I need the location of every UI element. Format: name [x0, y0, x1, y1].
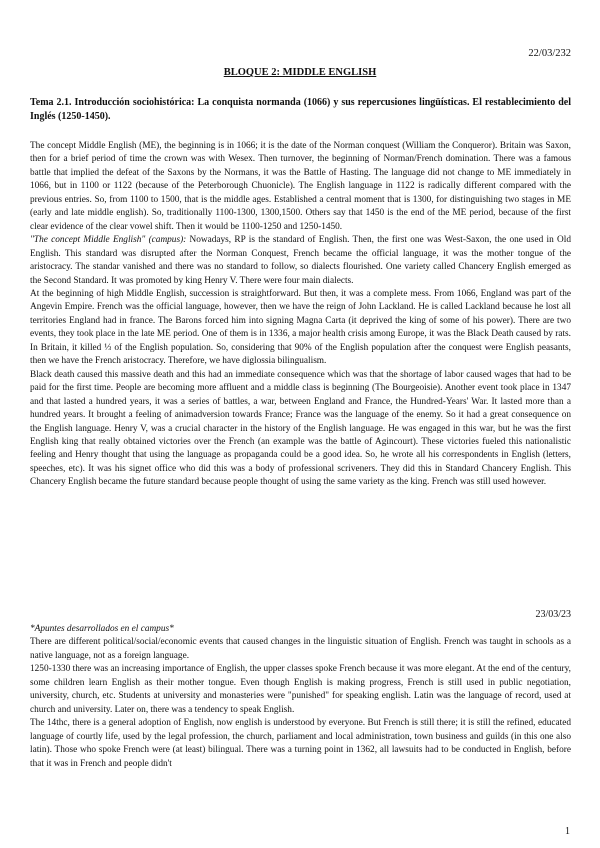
paragraph: 1250-1330 there was an increasing importance of English, the upper classes spoke French because it was more elegant. At the end of the century, some children learn English as their mother tongue. Even though English is making progress, French is still used in public negotiation, university, church, etc. Students at university and monasteries were "punished" for speaking english. Latin was the language of record, used at church and university. Later on, there was a tendency to speak English. [30, 664, 571, 715]
paragraph: At the beginning of high Middle English, succession is straightforward. But then, it was a complete mess. From 1066, England was part of the Angevin Empire. French was the official language, however, then we have the reign of John Lackland. He is called Lackland because he lost all territories England had in france. The Barons forced him into signing Magna Carta (it deprived the king of some of his power). There are two events, they took place in the late ME period. One of them is in 1336, a major health crisis among Europe, it was the Black Death caused by rats. In Britain, it killed ⅓ of the English population. So, considering that 90% of the English population after the conquest were English peasants, then we have the French aristocracy. Therefore, we have diglossia bilingualism. [30, 288, 571, 367]
section-2-date: 23/03/23 [535, 609, 571, 620]
paragraph: Black death caused this massive death and this had an immediate consequence which was that the shortage of labor caused wages that had to be paid for the first time. People are becoming more affluent and a middle class is beginning (The Bourgeoisie). Another event took place in 1347 and that lasted a hundred years, it was a series of battles, a war, between England and France, the Hundred-Years' War. It lasted more than a hundred years. It brought a feeling of animadversion towards France; France was the language of the enemy. So it had a great consequence on the English language. Henry V, was a crucial character in the history of the English language. He was engaged in this war, but he was the first English king that really obtained victories over the French (an example was the battle of Agincourt). These victories fueled this nationalistic feeling and Henry thought that using the language as propaganda could be a good idea. So, he wrote all his correspondents in English (letters, speeches, etc). It was his signet office who did this was a body of professional scriveners. They did this in Standard Chancery English. This Chancery English became the future standard because people thought of using the same variety as the king. French was still used however. [30, 369, 571, 488]
paragraph: The 14thc, there is a general adoption of English, now english is understood by everyone. But French is still there; it is still the refined, educated language of courtly life, used by the legal profession, the church, parliament and local administration, town business and guilds (in this one also latin). Those who spoke French were (at least) bilingual. There was a turning point in 1362, all lawsuits had to be conducted in English, before that it was in French and people didn't [30, 718, 571, 769]
paragraph: There are different political/social/economic events that caused changes in the linguistic situation of English. French was taught in schools as a native language, not as a foreign language. [30, 637, 571, 661]
page-number: 1 [565, 826, 570, 837]
paragraph: The concept Middle English (ME), the beginning is in 1066; it is the date of the Norman conquest (William the Conqueror). Britain was Saxon, then for a brief period of time the crown was with Wesex. Then turnover, the beginning of Norman/French domination. There was a famous battle that implied the defeat of the Saxons by the Normans, it was the Battle of Hasting. The language did not change to ME immediately in 1066, but in 1100 or 1122 (because of the Peterborough Chuonicle). The English language in 1122 is radically different compared with the previous entries. So, from 1100 to 1500, that is the middle ages. Established a central moment that is 1300, for distinguishing two stages in ME (early and late middle english). So, traditionally 1100-1300, 1300,1500. Others say that 1450 is the end of the ME period, because of the first clear evidence of the clear vowel shift. Then it would be 1100-1250 and 1250-1450. [30, 141, 571, 232]
section-2-body [30, 623, 571, 771]
paragraph [30, 234, 571, 288]
paragraph-lead: "The concept Middle English" (campus): [30, 235, 187, 246]
header-date: 22/03/232 [528, 48, 571, 59]
section-1-body [30, 140, 571, 490]
page-title: BLOQUE 2: MIDDLE ENGLISH [223, 67, 377, 78]
campus-note: *Apuntes desarrollados en el campus* [30, 624, 174, 634]
section-heading: Tema 2.1. Introducción sociohistórica: La conquista normanda (1066) y sus repercusiones lingüísticas. El restablecimiento del Inglés (1250-1450). [30, 97, 571, 122]
paragraph-text: Nowadays, RP is the standard of English. Then, the first one was West-Saxon, the one used in Old English. This standard was disrupted after the Norman Conquest, French became the official language, it was the mother tongue of the aristocracy. The standar vanished and there was no standard to follow, so dialects flourished. One variety called Chancery English emerged as the Second Standard. It was promoted by king Henry V. There were four main dialects. [30, 235, 571, 286]
